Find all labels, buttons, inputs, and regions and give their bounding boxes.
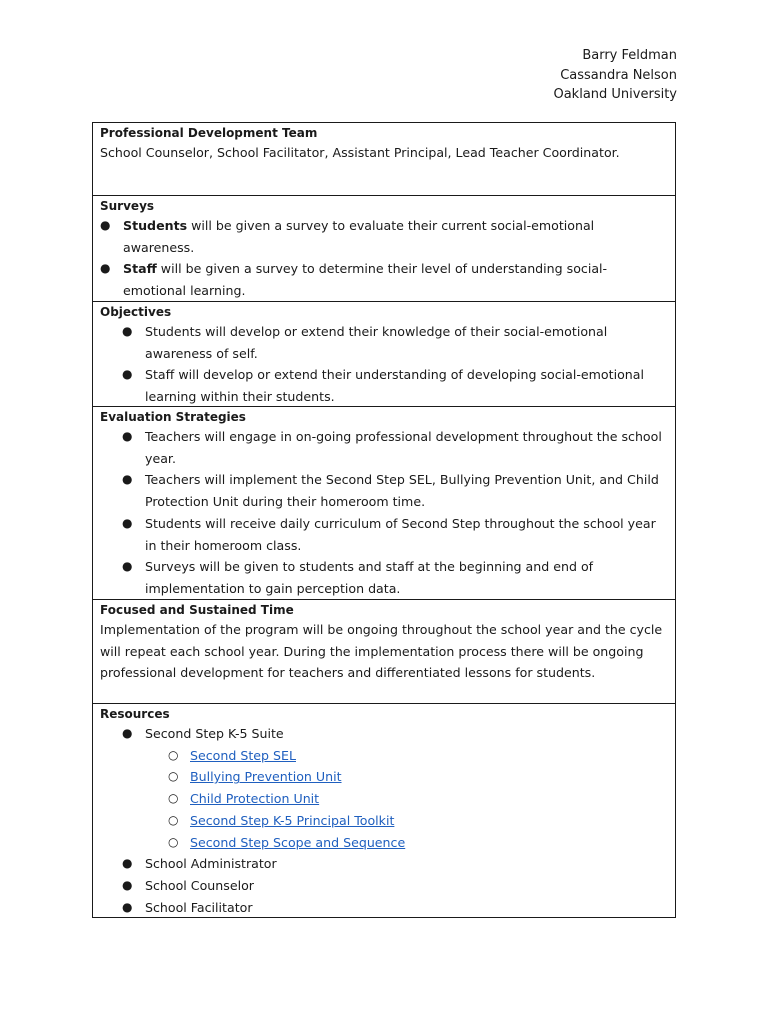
focused-time-text: Implementation of the program will be ongoing throughout the school year and the cycle will repeat each school year. During the implementation process there will be ongoing professional development for teachers and differentiated lessons for students. — [100, 622, 663, 681]
resource-suite: Second Step K-5 Suite — [145, 726, 284, 741]
bullet-icon: ● — [122, 429, 133, 443]
bullet-icon: ● — [122, 324, 133, 338]
bullet-icon: ● — [100, 218, 111, 232]
bullet-icon: ● — [122, 899, 133, 914]
sub-bullet-icon: ○ — [168, 791, 179, 806]
bullet-icon: ● — [122, 726, 133, 740]
list-item — [100, 853, 668, 875]
link-bullying-prevention-unit[interactable]: Bullying Prevention Unit — [190, 769, 342, 785]
list-item — [100, 832, 668, 854]
section-team — [93, 123, 675, 196]
resource-text: School Counselor — [145, 877, 254, 893]
objective-text: Staff will develop or extend their understanding of developing social-emotional learning within their students. — [145, 367, 644, 405]
survey-target: Staff — [123, 261, 157, 277]
objective-text: Students will develop or extend their knowledge of their social-emotional awareness of self. — [145, 324, 608, 361]
resource-text: School Administrator — [145, 856, 277, 872]
strategy-text: Surveys will be given to students and staff at the beginning and end of implementation to gain perception data. — [145, 559, 594, 596]
section-title: Surveys — [100, 199, 155, 213]
strategy-text: Teachers will engage in on-going professional development throughout the school year. — [145, 429, 662, 466]
bullet-icon: ● — [122, 515, 133, 530]
link-principal-toolkit[interactable]: Second Step K-5 Principal Toolkit — [190, 812, 395, 828]
list-item — [100, 469, 668, 512]
list-item — [100, 513, 668, 556]
section-evaluation — [93, 407, 675, 600]
sub-bullet-icon: ○ — [168, 812, 179, 827]
section-resources — [93, 704, 675, 917]
section-title: Professional Development Team — [100, 126, 318, 140]
sub-bullet-icon: ○ — [168, 747, 179, 762]
sub-bullet-icon: ○ — [168, 834, 179, 849]
strategy-text: Teachers will implement the Second Step SEL, Bullying Prevention Unit, and Child Protection Unit during their homeroom time. — [145, 472, 659, 510]
section-objectives — [93, 302, 675, 407]
author-name-2: Cassandra Nelson — [560, 67, 677, 83]
list-item — [100, 745, 668, 767]
plan-table — [92, 122, 676, 918]
list-item — [100, 723, 668, 745]
list-item — [100, 810, 668, 832]
list-item — [100, 897, 668, 919]
survey-text: will be given a survey to determine their level of understanding social-emotional learning. — [123, 261, 608, 299]
list-item — [100, 766, 668, 788]
author-header — [553, 46, 677, 105]
section-title: Focused and Sustained Time — [100, 603, 294, 617]
list-item — [100, 875, 668, 897]
list-item — [100, 364, 668, 407]
survey-target: Students — [123, 218, 188, 233]
section-surveys — [93, 196, 675, 302]
survey-text: will be given a survey to evaluate their current social-emotional awareness. — [123, 218, 595, 255]
list-item — [100, 788, 668, 810]
list-item — [100, 215, 668, 258]
bullet-icon: ● — [122, 877, 133, 892]
link-second-step-sel[interactable]: Second Step SEL — [190, 747, 296, 763]
list-item — [100, 258, 668, 301]
bullet-icon: ● — [122, 472, 133, 487]
sub-bullet-icon: ○ — [168, 769, 179, 784]
bullet-icon: ● — [122, 856, 133, 871]
author-name-1: Barry Feldman — [582, 48, 677, 63]
strategy-text: Students will receive daily curriculum of Second Step throughout the school year in their homeroom class. — [145, 515, 656, 553]
bullet-icon: ● — [122, 559, 133, 574]
list-item — [100, 426, 668, 469]
section-title: Resources — [100, 707, 170, 721]
link-scope-and-sequence[interactable]: Second Step Scope and Sequence — [190, 834, 406, 850]
team-members: School Counselor, School Facilitator, Assistant Principal, Lead Teacher Coordinator. — [100, 145, 620, 160]
link-child-protection-unit[interactable]: Child Protection Unit — [190, 791, 320, 807]
institution-name: Oakland University — [553, 87, 677, 103]
bullet-icon: ● — [100, 261, 111, 276]
list-item — [100, 321, 668, 364]
section-title: Evaluation Strategies — [100, 410, 246, 424]
section-title: Objectives — [100, 305, 172, 319]
section-focused-time — [93, 600, 675, 704]
list-item — [100, 556, 668, 599]
resource-text: School Facilitator — [145, 899, 253, 915]
bullet-icon: ● — [122, 367, 133, 382]
